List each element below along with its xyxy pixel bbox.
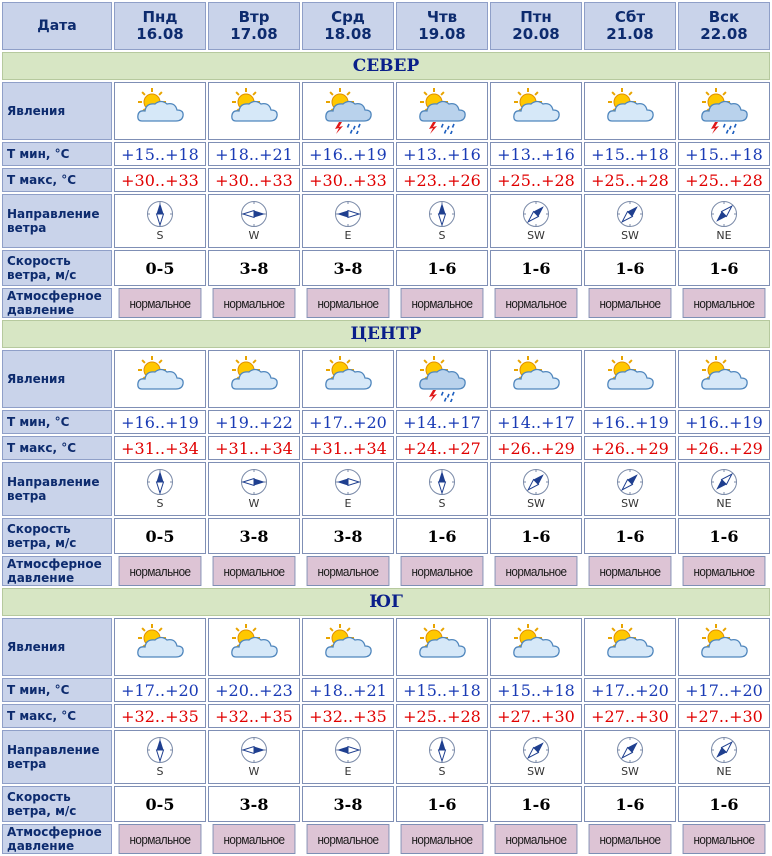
phenomena-cell — [208, 618, 300, 676]
row-label: Т макс, °С — [2, 168, 112, 192]
tmin-cell: +15..+18 — [490, 678, 582, 702]
pressure-cell: нормальное — [589, 556, 672, 586]
wind-dir — [679, 736, 769, 778]
wind-compass-icon — [428, 468, 456, 496]
wind-speed-cell: 0-5 — [114, 518, 206, 554]
header-row — [2, 2, 770, 50]
wind-compass-icon — [428, 736, 456, 764]
tmin-cell: +15..+18 — [678, 142, 770, 166]
phenomena-cell — [396, 350, 488, 408]
wind-dir — [397, 468, 487, 510]
thunderstorm-rain-icon — [416, 88, 468, 134]
row-label: Явления — [2, 82, 112, 140]
wind-dir-label: S — [438, 497, 446, 510]
tmax-row — [2, 436, 770, 460]
day-date: 20.08 — [512, 25, 560, 43]
pressure-cell: нормальное — [495, 556, 578, 586]
wind-dir-label: W — [248, 229, 260, 242]
tmax-cell: +23..+26 — [396, 168, 488, 192]
partly-cloudy-icon — [322, 356, 374, 402]
row-label: Атмосферное давление — [2, 824, 112, 854]
day-header — [114, 2, 206, 50]
partly-cloudy-icon — [510, 624, 562, 670]
region-title: ЮГ — [2, 588, 770, 616]
tmax-cell: +24..+27 — [396, 436, 488, 460]
region-row — [2, 52, 770, 80]
tmax-cell: +31..+34 — [208, 436, 300, 460]
tmin-cell: +19..+22 — [208, 410, 300, 434]
wind-dir — [303, 200, 393, 242]
wind-dir — [115, 736, 205, 778]
partly-cloudy-icon — [416, 624, 468, 670]
wind-speed-cell: 1-6 — [396, 786, 488, 822]
row-label: Т мин, °С — [2, 142, 112, 166]
phenomena-cell — [678, 82, 770, 140]
day-date: 18.08 — [324, 25, 372, 43]
wind-dir-label: SW — [621, 765, 639, 778]
tmin-cell: +15..+18 — [584, 142, 676, 166]
tmin-cell: +16..+19 — [584, 410, 676, 434]
wind-compass-icon — [240, 736, 268, 764]
tmin-cell: +14..+17 — [396, 410, 488, 434]
phenomena-cell — [114, 82, 206, 140]
phenomena-cell — [302, 350, 394, 408]
wind-speed-cell: 1-6 — [584, 250, 676, 286]
wind-dir-cell — [302, 730, 394, 784]
wind-speed-cell: 3-8 — [208, 518, 300, 554]
wind-dir-cell — [678, 194, 770, 248]
wind-dir-cell — [396, 194, 488, 248]
phenomena-cell — [584, 350, 676, 408]
wind-dir-cell — [396, 462, 488, 516]
day-name: Чтв — [426, 8, 458, 26]
tmax-cell: +32..+35 — [208, 704, 300, 728]
pressure-cell: нормальное — [213, 556, 296, 586]
wind-speed-cell: 3-8 — [208, 786, 300, 822]
pressure-cell: нормальное — [495, 288, 578, 318]
pressure-row — [2, 288, 770, 318]
wind-dir — [303, 736, 393, 778]
wind-compass-icon — [522, 468, 550, 496]
wind-dir — [585, 736, 675, 778]
wind-dir — [209, 736, 299, 778]
wind-dir — [491, 736, 581, 778]
pressure-cell: нормальное — [119, 556, 202, 586]
tmax-cell: +26..+29 — [584, 436, 676, 460]
phenomena-cell — [490, 82, 582, 140]
row-label: Т мин, °С — [2, 678, 112, 702]
wind-dir-label: SW — [527, 229, 545, 242]
wind-speed-cell: 3-8 — [302, 250, 394, 286]
wind-dir-label: E — [344, 765, 352, 778]
region-title: ЦЕНТР — [2, 320, 770, 348]
wind-dir-label: SW — [527, 497, 545, 510]
pressure-cell: нормальное — [495, 824, 578, 854]
wind-dir-label: W — [248, 497, 260, 510]
partly-cloudy-icon — [134, 88, 186, 134]
wind-speed-cell: 1-6 — [490, 786, 582, 822]
tmin-cell: +16..+19 — [678, 410, 770, 434]
wind-dir — [397, 200, 487, 242]
partly-cloudy-icon — [698, 356, 750, 402]
wind-dir — [209, 468, 299, 510]
day-header — [208, 2, 300, 50]
wind-dir-label: S — [156, 497, 164, 510]
wind-dir — [303, 468, 393, 510]
day-date: 21.08 — [606, 25, 654, 43]
day-date: 19.08 — [418, 25, 466, 43]
tmax-cell: +25..+28 — [584, 168, 676, 192]
row-label: Т макс, °С — [2, 704, 112, 728]
wind-speed-cell: 1-6 — [678, 250, 770, 286]
wind-dir-cell — [490, 194, 582, 248]
wind-speed-cell: 1-6 — [490, 518, 582, 554]
pressure-row — [2, 824, 770, 854]
day-header — [584, 2, 676, 50]
wind-dir-cell — [208, 730, 300, 784]
day-name: Втр — [238, 8, 270, 26]
wind-compass-icon — [334, 200, 362, 228]
pressure-cell: нормальное — [213, 288, 296, 318]
tmin-cell: +13..+16 — [396, 142, 488, 166]
partly-cloudy-icon — [134, 624, 186, 670]
wind-dir-cell — [584, 730, 676, 784]
day-date: 16.08 — [136, 25, 184, 43]
wind-compass-icon — [146, 200, 174, 228]
phenomena-cell — [584, 82, 676, 140]
row-label: Т макс, °С — [2, 436, 112, 460]
row-label: Направление ветра — [2, 194, 112, 248]
tmin-cell: +17..+20 — [584, 678, 676, 702]
wind-dir-label: SW — [527, 765, 545, 778]
wind-dir-label: NE — [716, 765, 732, 778]
wind-dir-label: E — [344, 229, 352, 242]
region-title: СЕВЕР — [2, 52, 770, 80]
wind-dir-label: S — [438, 765, 446, 778]
wind-compass-icon — [616, 200, 644, 228]
tmin-cell: +18..+21 — [302, 678, 394, 702]
wind-compass-icon — [334, 736, 362, 764]
tmin-cell: +17..+20 — [678, 678, 770, 702]
wind-dir — [585, 468, 675, 510]
partly-cloudy-icon — [604, 624, 656, 670]
wind-compass-icon — [240, 468, 268, 496]
pressure-cell: нормальное — [119, 824, 202, 854]
day-header — [678, 2, 770, 50]
phenomena-cell — [584, 618, 676, 676]
day-header — [396, 2, 488, 50]
pressure-cell: нормальное — [307, 556, 390, 586]
wind-speed-cell: 1-6 — [678, 786, 770, 822]
tmax-cell: +32..+35 — [114, 704, 206, 728]
pressure-cell: нормальное — [213, 824, 296, 854]
wind-dir-label: S — [438, 229, 446, 242]
wind-compass-icon — [616, 736, 644, 764]
day-date: 17.08 — [230, 25, 278, 43]
wind-dir — [585, 200, 675, 242]
tmin-cell: +13..+16 — [490, 142, 582, 166]
tmax-cell: +30..+33 — [302, 168, 394, 192]
wind-dir-label: NE — [716, 229, 732, 242]
tmax-row — [2, 168, 770, 192]
wind-dir-cell — [302, 194, 394, 248]
row-label: Направление ветра — [2, 462, 112, 516]
wind-dir-cell — [396, 730, 488, 784]
wind-speed-cell: 0-5 — [114, 250, 206, 286]
wind-dir — [209, 200, 299, 242]
wind-compass-icon — [522, 736, 550, 764]
wind-dir — [397, 736, 487, 778]
date-header: Дата — [2, 2, 112, 50]
phenomena-cell — [208, 350, 300, 408]
pressure-row — [2, 556, 770, 586]
tmax-cell: +25..+28 — [490, 168, 582, 192]
partly-cloudy-icon — [604, 356, 656, 402]
day-name: Птн — [520, 8, 552, 26]
wind-dir — [115, 200, 205, 242]
wind-dir-cell — [584, 462, 676, 516]
phenomena-row — [2, 618, 770, 676]
wind-compass-icon — [710, 200, 738, 228]
wind-compass-icon — [146, 468, 174, 496]
wind-dir-label: SW — [621, 497, 639, 510]
tmax-row — [2, 704, 770, 728]
wind-dir-row — [2, 462, 770, 516]
wind-dir — [115, 468, 205, 510]
wind-speed-cell: 3-8 — [302, 518, 394, 554]
wind-dir-cell — [302, 462, 394, 516]
wind-dir-cell — [678, 462, 770, 516]
row-label: Скорость ветра, м/с — [2, 250, 112, 286]
wind-dir-cell — [490, 462, 582, 516]
pressure-cell: нормальное — [589, 824, 672, 854]
wind-dir-row — [2, 730, 770, 784]
tmax-cell: +31..+34 — [114, 436, 206, 460]
wind-dir-label: NE — [716, 497, 732, 510]
tmin-cell: +17..+20 — [114, 678, 206, 702]
tmin-row — [2, 142, 770, 166]
wind-dir-cell — [114, 462, 206, 516]
phenomena-cell — [678, 350, 770, 408]
phenomena-cell — [208, 82, 300, 140]
phenomena-cell — [302, 82, 394, 140]
wind-dir-label: W — [248, 765, 260, 778]
wind-dir — [679, 200, 769, 242]
wind-speed-cell: 1-6 — [584, 786, 676, 822]
tmin-cell: +20..+23 — [208, 678, 300, 702]
phenomena-cell — [396, 82, 488, 140]
row-label: Скорость ветра, м/с — [2, 518, 112, 554]
pressure-cell: нормальное — [401, 556, 484, 586]
wind-compass-icon — [710, 736, 738, 764]
tmax-cell: +27..+30 — [490, 704, 582, 728]
wind-dir-cell — [584, 194, 676, 248]
day-name: Срд — [331, 8, 365, 26]
pressure-cell: нормальное — [683, 288, 766, 318]
wind-compass-icon — [428, 200, 456, 228]
wind-compass-icon — [334, 468, 362, 496]
region-row — [2, 320, 770, 348]
tmin-cell: +15..+18 — [396, 678, 488, 702]
wind-dir-label: SW — [621, 229, 639, 242]
day-name: Вск — [708, 8, 740, 26]
row-label: Явления — [2, 618, 112, 676]
tmax-cell: +27..+30 — [678, 704, 770, 728]
pressure-cell: нормальное — [307, 288, 390, 318]
tmax-cell: +30..+33 — [114, 168, 206, 192]
day-name: Пнд — [142, 8, 178, 26]
thunderstorm-rain-icon — [416, 356, 468, 402]
tmin-row — [2, 678, 770, 702]
pressure-cell: нормальное — [683, 556, 766, 586]
thunderstorm-rain-icon — [698, 88, 750, 134]
wind-dir-label: E — [344, 497, 352, 510]
wind-dir — [491, 200, 581, 242]
phenomena-cell — [678, 618, 770, 676]
tmax-cell: +27..+30 — [584, 704, 676, 728]
pressure-cell: нормальное — [683, 824, 766, 854]
day-header — [490, 2, 582, 50]
tmax-cell: +25..+28 — [396, 704, 488, 728]
pressure-cell: нормальное — [589, 288, 672, 318]
partly-cloudy-icon — [510, 88, 562, 134]
day-name: Сбт — [614, 8, 646, 26]
wind-dir-label: S — [156, 229, 164, 242]
tmax-cell: +30..+33 — [208, 168, 300, 192]
tmax-cell: +26..+29 — [678, 436, 770, 460]
wind-dir-cell — [114, 730, 206, 784]
tmax-cell: +26..+29 — [490, 436, 582, 460]
tmax-cell: +25..+28 — [678, 168, 770, 192]
wind-speed-row — [2, 786, 770, 822]
phenomena-cell — [396, 618, 488, 676]
partly-cloudy-icon — [510, 356, 562, 402]
tmax-cell: +32..+35 — [302, 704, 394, 728]
partly-cloudy-icon — [228, 356, 280, 402]
pressure-cell: нормальное — [401, 824, 484, 854]
partly-cloudy-icon — [228, 624, 280, 670]
phenomena-cell — [490, 350, 582, 408]
day-date: 22.08 — [700, 25, 748, 43]
pressure-cell: нормальное — [307, 824, 390, 854]
day-header — [302, 2, 394, 50]
wind-dir — [679, 468, 769, 510]
region-row — [2, 588, 770, 616]
tmax-cell: +31..+34 — [302, 436, 394, 460]
phenomena-row — [2, 350, 770, 408]
wind-speed-cell: 1-6 — [678, 518, 770, 554]
tmin-cell: +14..+17 — [490, 410, 582, 434]
phenomena-cell — [302, 618, 394, 676]
wind-compass-icon — [710, 468, 738, 496]
partly-cloudy-icon — [698, 624, 750, 670]
phenomena-cell — [490, 618, 582, 676]
tmin-cell: +17..+20 — [302, 410, 394, 434]
wind-speed-cell: 1-6 — [584, 518, 676, 554]
wind-speed-cell: 0-5 — [114, 786, 206, 822]
pressure-cell: нормальное — [119, 288, 202, 318]
wind-compass-icon — [616, 468, 644, 496]
row-label: Скорость ветра, м/с — [2, 786, 112, 822]
wind-speed-cell: 3-8 — [302, 786, 394, 822]
wind-dir-cell — [490, 730, 582, 784]
wind-compass-icon — [240, 200, 268, 228]
row-label: Явления — [2, 350, 112, 408]
phenomena-cell — [114, 618, 206, 676]
partly-cloudy-icon — [134, 356, 186, 402]
wind-speed-cell: 3-8 — [208, 250, 300, 286]
row-label: Т мин, °С — [2, 410, 112, 434]
wind-speed-row — [2, 250, 770, 286]
tmin-cell: +18..+21 — [208, 142, 300, 166]
wind-speed-cell: 1-6 — [490, 250, 582, 286]
pressure-cell: нормальное — [401, 288, 484, 318]
wind-speed-row — [2, 518, 770, 554]
tmin-cell: +16..+19 — [302, 142, 394, 166]
phenomena-cell — [114, 350, 206, 408]
wind-dir-row — [2, 194, 770, 248]
partly-cloudy-icon — [322, 624, 374, 670]
tmin-row — [2, 410, 770, 434]
wind-speed-cell: 1-6 — [396, 518, 488, 554]
partly-cloudy-icon — [228, 88, 280, 134]
tmin-cell: +15..+18 — [114, 142, 206, 166]
phenomena-row — [2, 82, 770, 140]
tmin-cell: +16..+19 — [114, 410, 206, 434]
row-label: Атмосферное давление — [2, 288, 112, 318]
wind-dir-label: S — [156, 765, 164, 778]
partly-cloudy-icon — [604, 88, 656, 134]
wind-dir-cell — [208, 462, 300, 516]
wind-dir-cell — [678, 730, 770, 784]
wind-compass-icon — [522, 200, 550, 228]
wind-compass-icon — [146, 736, 174, 764]
wind-speed-cell: 1-6 — [396, 250, 488, 286]
wind-dir — [491, 468, 581, 510]
row-label: Направление ветра — [2, 730, 112, 784]
row-label: Атмосферное давление — [2, 556, 112, 586]
wind-dir-cell — [114, 194, 206, 248]
wind-dir-cell — [208, 194, 300, 248]
thunderstorm-rain-icon — [322, 88, 374, 134]
